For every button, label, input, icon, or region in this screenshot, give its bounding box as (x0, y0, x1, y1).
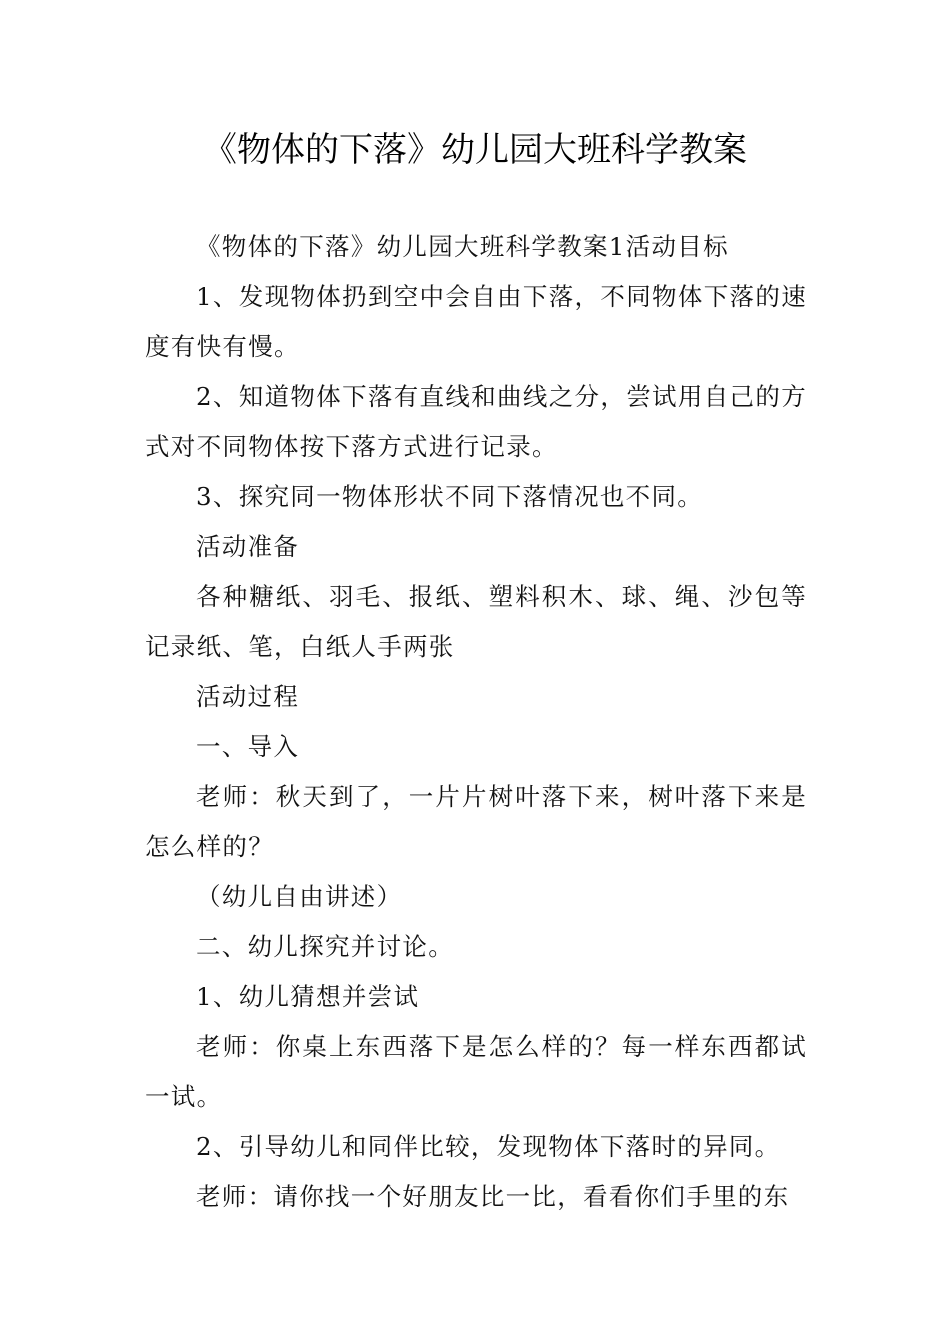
paragraph: 1、幼儿猜想并尝试 (196, 982, 420, 1011)
paragraph: 3、探究同一物体形状不同下落情况也不同。 (196, 482, 704, 511)
paragraph: 2、知道物体下落有直线和曲线之分，尝试用自己的方式对不同物体按下落方式进行记录。 (145, 382, 807, 461)
paragraph: 1、发现物体扔到空中会自由下落，不同物体下落的速度有快有慢。 (145, 282, 807, 361)
paragraph: （幼儿自由讲述） (196, 882, 403, 911)
paragraph: 活动准备 (196, 532, 300, 561)
paragraph: 《物体的下落》幼儿园大班科学教案1活动目标 (196, 232, 729, 261)
paragraph: 老师：秋天到了，一片片树叶落下来，树叶落下来是怎么样的？ (145, 782, 807, 861)
paragraph: 一、导入 (196, 732, 300, 761)
page-title: 《物体的下落》幼儿园大班科学教案 (203, 130, 747, 170)
paragraph: 二、幼儿探究并讨论。 (196, 932, 454, 961)
paragraph: 活动过程 (196, 682, 300, 711)
paragraph: 老师：你桌上东西落下是怎么样的？每一样东西都试一试。 (145, 1032, 807, 1111)
paragraph: 老师：请你找一个好朋友比一比，看看你们手里的东 (196, 1182, 790, 1211)
paragraph: 2、引导幼儿和同伴比较，发现物体下落时的异同。 (196, 1132, 781, 1161)
document-body (145, 222, 807, 1222)
paragraph: 各种糖纸、羽毛、报纸、塑料积木、球、绳、沙包等记录纸、笔，白纸人手两张 (145, 582, 807, 661)
